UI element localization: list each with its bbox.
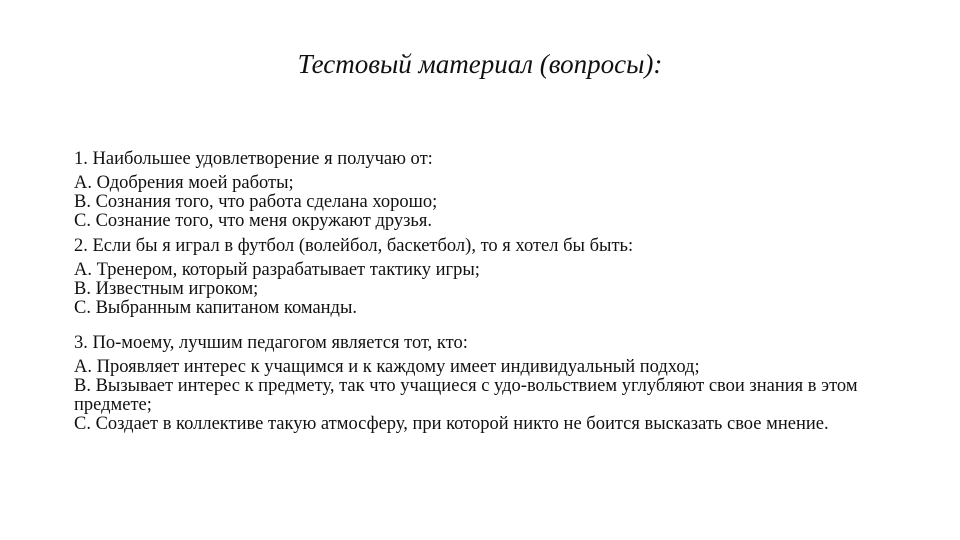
question-3-option-a: A. Проявляет интерес к учащимся и к каждому имеет индивидуальный подход;: [74, 357, 700, 377]
question-2: [74, 235, 894, 318]
question-1-option-a: A. Одобрения моей работы;: [74, 173, 294, 193]
slide-title: Тестовый материал (вопросы):: [297, 49, 663, 79]
question-2-option-b: B. Известным игроком;: [74, 279, 259, 299]
question-3-text: 3. По-моему, лучшим педагогом является тот, кто:: [74, 333, 468, 353]
question-3-option-b: B. Вызывает интерес к предмету, так что учащиеся с удо-вольствием углубляют свои знания в этом предмете;: [74, 376, 858, 415]
question-2-option-c: C. Выбранным капитаном команды.: [74, 298, 358, 318]
question-2-text: 2. Если бы я играл в футбол (волейбол, баскетбол), то я хотел бы быть:: [74, 236, 634, 256]
question-1-option-b: B. Сознания того, что работа сделана хорошо;: [74, 192, 438, 212]
question-3: [74, 332, 894, 434]
question-2-option-a: A. Тренером, который разрабатывает тактику игры;: [74, 260, 480, 280]
question-list: [74, 148, 894, 434]
question-1-text: 1. Наибольшее удовлетворение я получаю от:: [74, 149, 433, 169]
question-3-option-c: C. Создает в коллективе такую атмосферу, при которой никто не боится высказать свое мнение.: [74, 414, 829, 434]
question-1-option-c: C. Сознание того, что меня окружают друзья.: [74, 211, 433, 231]
question-1: [74, 148, 894, 231]
